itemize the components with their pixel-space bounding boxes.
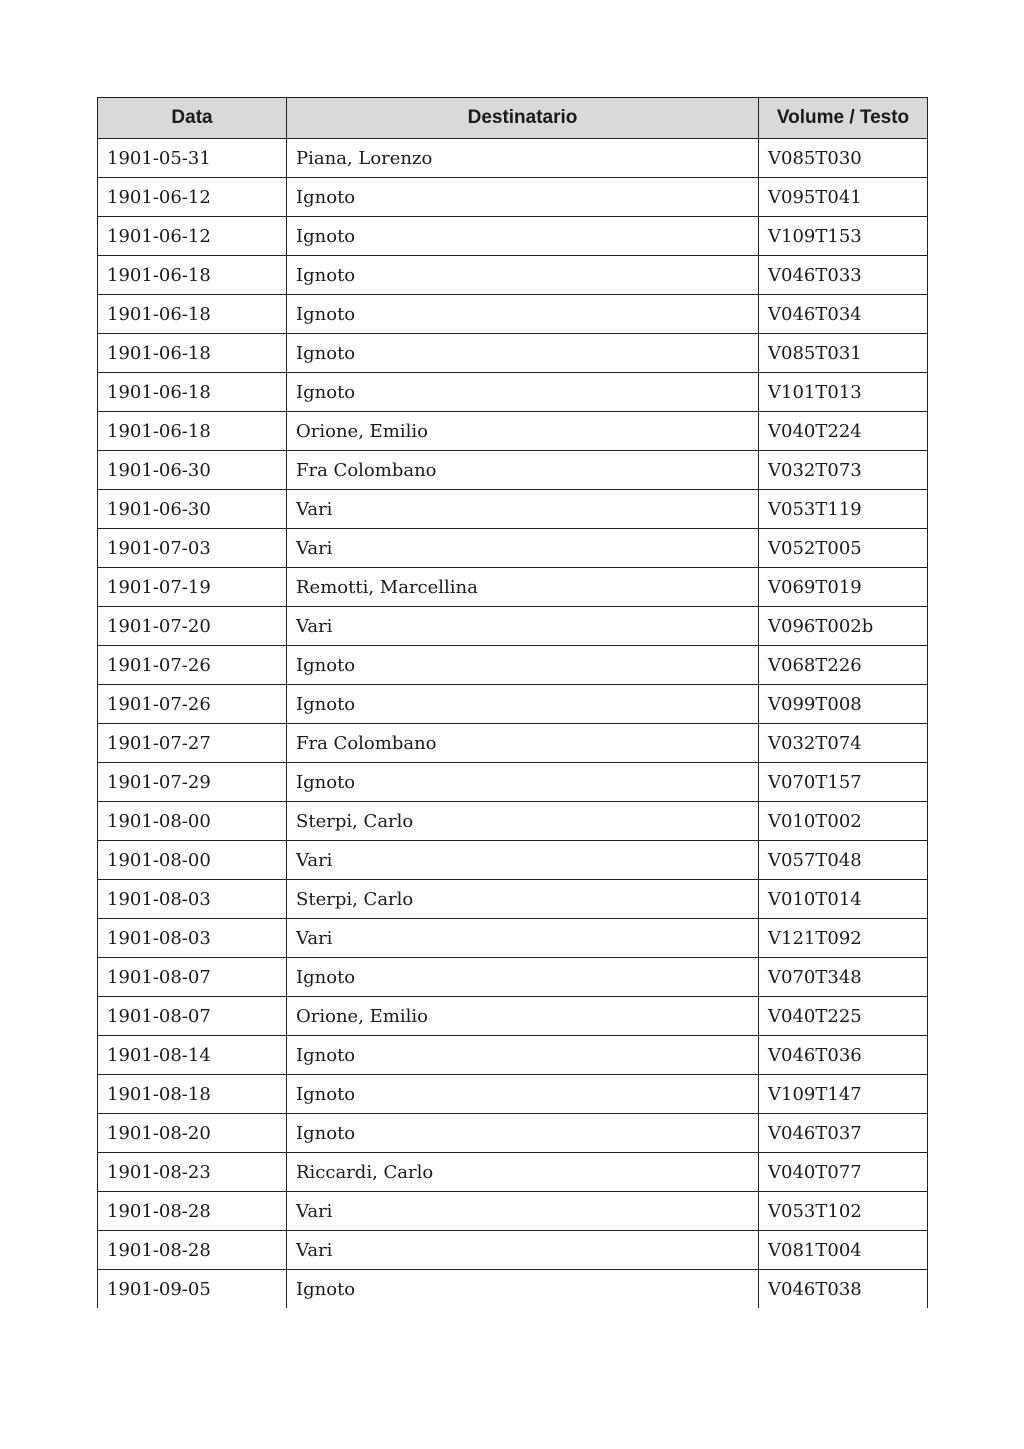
cell-recipient: Ignoto (287, 334, 759, 373)
cell-recipient: Fra Colombano (287, 724, 759, 763)
cell-volume: V068T226 (759, 646, 928, 685)
cell-volume: V040T225 (759, 997, 928, 1036)
cell-volume: V046T033 (759, 256, 928, 295)
table-row (98, 412, 928, 451)
cell-date: 1901-06-30 (98, 451, 287, 490)
cell-recipient: Fra Colombano (287, 451, 759, 490)
table-row (98, 880, 928, 919)
cell-date: 1901-08-18 (98, 1075, 287, 1114)
cell-volume: V040T077 (759, 1153, 928, 1192)
cell-date: 1901-05-31 (98, 139, 287, 178)
table-row (98, 997, 928, 1036)
letters-table (97, 97, 928, 1308)
cell-recipient: Ignoto (287, 256, 759, 295)
cell-date: 1901-07-03 (98, 529, 287, 568)
cell-volume: V046T037 (759, 1114, 928, 1153)
table-row (98, 139, 928, 178)
table-row (98, 1270, 928, 1309)
cell-volume: V053T102 (759, 1192, 928, 1231)
cell-recipient: Ignoto (287, 1075, 759, 1114)
cell-date: 1901-06-18 (98, 334, 287, 373)
cell-recipient: Ignoto (287, 763, 759, 802)
cell-recipient: Orione, Emilio (287, 997, 759, 1036)
table-row (98, 178, 928, 217)
table-row (98, 217, 928, 256)
cell-date: 1901-09-05 (98, 1270, 287, 1309)
cell-recipient: Vari (287, 529, 759, 568)
cell-recipient: Ignoto (287, 1036, 759, 1075)
table-row (98, 295, 928, 334)
table-row (98, 568, 928, 607)
column-header-recipient: Destinatario (287, 98, 759, 139)
cell-recipient: Sterpi, Carlo (287, 802, 759, 841)
cell-date: 1901-07-26 (98, 685, 287, 724)
cell-volume: V109T147 (759, 1075, 928, 1114)
table-row (98, 1153, 928, 1192)
cell-volume: V010T002 (759, 802, 928, 841)
cell-volume: V096T002b (759, 607, 928, 646)
cell-volume: V101T013 (759, 373, 928, 412)
cell-date: 1901-08-20 (98, 1114, 287, 1153)
cell-date: 1901-08-07 (98, 997, 287, 1036)
cell-recipient: Remotti, Marcellina (287, 568, 759, 607)
cell-recipient: Riccardi, Carlo (287, 1153, 759, 1192)
header-row (98, 98, 928, 139)
cell-volume: V095T041 (759, 178, 928, 217)
table-row (98, 919, 928, 958)
cell-volume: V085T030 (759, 139, 928, 178)
table-row (98, 1114, 928, 1153)
cell-date: 1901-08-28 (98, 1192, 287, 1231)
cell-date: 1901-06-18 (98, 412, 287, 451)
cell-recipient: Sterpi, Carlo (287, 880, 759, 919)
cell-date: 1901-07-20 (98, 607, 287, 646)
cell-volume: V069T019 (759, 568, 928, 607)
cell-date: 1901-07-19 (98, 568, 287, 607)
cell-recipient: Ignoto (287, 1270, 759, 1309)
cell-volume: V046T038 (759, 1270, 928, 1309)
table-row (98, 958, 928, 997)
cell-volume: V010T014 (759, 880, 928, 919)
table-row (98, 1231, 928, 1270)
cell-recipient: Ignoto (287, 178, 759, 217)
cell-date: 1901-08-28 (98, 1231, 287, 1270)
cell-volume: V032T074 (759, 724, 928, 763)
cell-recipient: Vari (287, 919, 759, 958)
cell-date: 1901-08-07 (98, 958, 287, 997)
cell-recipient: Ignoto (287, 217, 759, 256)
cell-date: 1901-08-00 (98, 841, 287, 880)
cell-volume: V046T036 (759, 1036, 928, 1075)
cell-recipient: Vari (287, 607, 759, 646)
cell-recipient: Vari (287, 490, 759, 529)
cell-date: 1901-08-23 (98, 1153, 287, 1192)
cell-date: 1901-08-03 (98, 880, 287, 919)
table-row (98, 529, 928, 568)
cell-date: 1901-06-18 (98, 295, 287, 334)
cell-date: 1901-08-14 (98, 1036, 287, 1075)
table-row (98, 724, 928, 763)
table-row (98, 334, 928, 373)
table-row (98, 490, 928, 529)
cell-recipient: Vari (287, 1192, 759, 1231)
cell-date: 1901-07-27 (98, 724, 287, 763)
cell-recipient: Ignoto (287, 646, 759, 685)
cell-volume: V053T119 (759, 490, 928, 529)
table-header (98, 98, 928, 139)
cell-volume: V040T224 (759, 412, 928, 451)
cell-date: 1901-08-03 (98, 919, 287, 958)
column-header-date: Data (98, 98, 287, 139)
table-row (98, 763, 928, 802)
cell-volume: V099T008 (759, 685, 928, 724)
cell-date: 1901-06-18 (98, 256, 287, 295)
table-row (98, 373, 928, 412)
cell-recipient: Ignoto (287, 685, 759, 724)
table-row (98, 1192, 928, 1231)
cell-recipient: Piana, Lorenzo (287, 139, 759, 178)
cell-date: 1901-07-29 (98, 763, 287, 802)
cell-volume: V052T005 (759, 529, 928, 568)
cell-date: 1901-06-12 (98, 217, 287, 256)
cell-recipient: Ignoto (287, 373, 759, 412)
cell-date: 1901-06-30 (98, 490, 287, 529)
cell-volume: V070T157 (759, 763, 928, 802)
cell-recipient: Orione, Emilio (287, 412, 759, 451)
cell-volume: V109T153 (759, 217, 928, 256)
table-row (98, 1075, 928, 1114)
cell-date: 1901-06-18 (98, 373, 287, 412)
cell-recipient: Ignoto (287, 1114, 759, 1153)
table-row (98, 1036, 928, 1075)
cell-recipient: Ignoto (287, 958, 759, 997)
cell-recipient: Vari (287, 1231, 759, 1270)
cell-volume: V085T031 (759, 334, 928, 373)
table-row (98, 607, 928, 646)
cell-date: 1901-06-12 (98, 178, 287, 217)
table-row (98, 685, 928, 724)
cell-volume: V032T073 (759, 451, 928, 490)
table-body (98, 139, 928, 1309)
cell-recipient: Ignoto (287, 295, 759, 334)
table-row (98, 256, 928, 295)
cell-volume: V070T348 (759, 958, 928, 997)
cell-volume: V081T004 (759, 1231, 928, 1270)
table-row (98, 802, 928, 841)
table-row (98, 841, 928, 880)
column-header-volume: Volume / Testo (759, 98, 928, 139)
cell-volume: V057T048 (759, 841, 928, 880)
table-row (98, 646, 928, 685)
cell-date: 1901-07-26 (98, 646, 287, 685)
cell-volume: V121T092 (759, 919, 928, 958)
table-row (98, 451, 928, 490)
cell-recipient: Vari (287, 841, 759, 880)
cell-date: 1901-08-00 (98, 802, 287, 841)
cell-volume: V046T034 (759, 295, 928, 334)
